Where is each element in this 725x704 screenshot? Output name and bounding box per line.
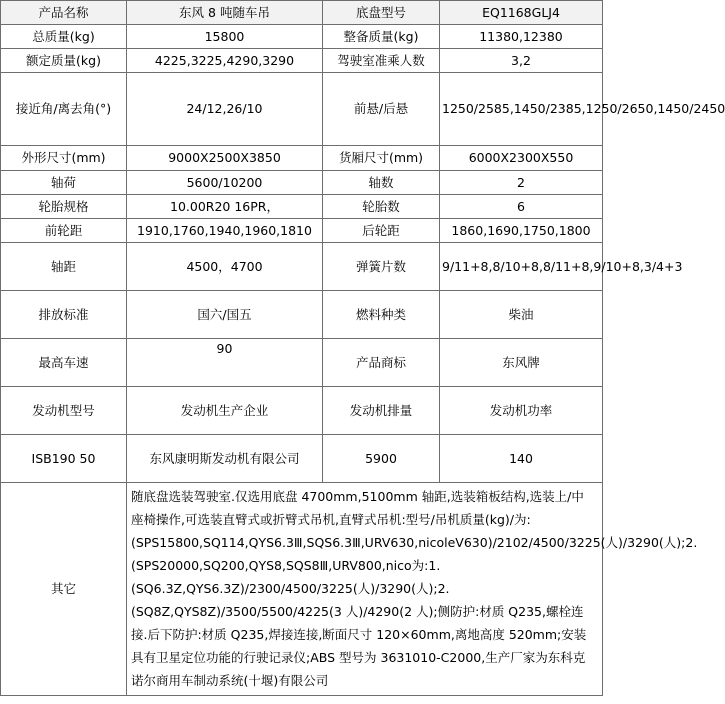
table-row bbox=[1, 1, 603, 25]
table-row bbox=[1, 219, 603, 243]
value-cell: 90 bbox=[127, 339, 323, 387]
table-row-other bbox=[1, 483, 603, 696]
label-cell: 底盘型号 bbox=[323, 1, 440, 25]
label-cell: 发动机生产企业 bbox=[127, 387, 323, 435]
label-cell: 整备质量(kg) bbox=[323, 25, 440, 49]
value-cell: 东风 8 吨随车吊 bbox=[127, 1, 323, 25]
value-cell: 6 bbox=[440, 195, 603, 219]
table-row bbox=[1, 435, 603, 483]
table-row bbox=[1, 171, 603, 195]
value-cell: 3,2 bbox=[440, 49, 603, 73]
table-row bbox=[1, 291, 603, 339]
label-cell: 产品名称 bbox=[1, 1, 127, 25]
label-cell: 排放标准 bbox=[1, 291, 127, 339]
value-cell: 国六/国五 bbox=[127, 291, 323, 339]
table-row bbox=[1, 195, 603, 219]
value-cell: EQ1168GLJ4 bbox=[440, 1, 603, 25]
label-cell: 轴数 bbox=[323, 171, 440, 195]
value-cell: 11380,12380 bbox=[440, 25, 603, 49]
label-cell: 产品商标 bbox=[323, 339, 440, 387]
value-cell: ISB190 50 bbox=[1, 435, 127, 483]
value-cell: 15800 bbox=[127, 25, 323, 49]
label-cell: 驾驶室准乘人数 bbox=[323, 49, 440, 73]
label-cell: 外形尺寸(mm) bbox=[1, 146, 127, 171]
value-cell: 5600/10200 bbox=[127, 171, 323, 195]
value-cell: 140 bbox=[440, 435, 603, 483]
label-cell: 轴荷 bbox=[1, 171, 127, 195]
value-cell: 东风牌 bbox=[440, 339, 603, 387]
table-row bbox=[1, 387, 603, 435]
label-cell: 最高车速 bbox=[1, 339, 127, 387]
label-cell: 轮胎数 bbox=[323, 195, 440, 219]
label-cell: 前轮距 bbox=[1, 219, 127, 243]
other-text: 随底盘选装驾驶室.仅选用底盘 4700mm,5100mm 轴距,选装箱板结构,选装上/中座椅操作,可选装直臂式或折臂式吊机,直臂式吊机:型号/吊机质量(kg)/为:(SPS15800,SQ114,QYS6.3Ⅲ,SQS6.3Ⅲ,URV630,nicoleV630)/2102/4500/3225(人)/3290(人);2.(SPS20000,SQ200,QYS8,SQS8Ⅲ,URV800,nico为:1.(SQ6.3Z,QYS6.3Z)/2300/4500/3225(人)/3290(人);2.(SQ8Z,QYS8Z)/3500/5500/4225(3 人)/4290(2 人);侧防护:材质 Q235,螺栓连接.后下防护:材质 Q235,焊接连接,断面尺寸 120×60mm,离地高度 520mm;安装具有卫星定位功能的行驶记录仪;ABS 型号为 3631010-C2000,生产厂家为东科克诺尔商用车制动系统(十堰)有限公司 bbox=[127, 483, 603, 696]
value-cell: 5900 bbox=[323, 435, 440, 483]
table-row bbox=[1, 73, 603, 146]
label-cell: 后轮距 bbox=[323, 219, 440, 243]
table-row bbox=[1, 339, 603, 387]
table-row bbox=[1, 25, 603, 49]
value-cell: 2 bbox=[440, 171, 603, 195]
value-cell: 东风康明斯发动机有限公司 bbox=[127, 435, 323, 483]
table-row bbox=[1, 49, 603, 73]
label-cell: 轮胎规格 bbox=[1, 195, 127, 219]
label-cell: 发动机排量 bbox=[323, 387, 440, 435]
label-cell: 货厢尺寸(mm) bbox=[323, 146, 440, 171]
value-cell: 1860,1690,1750,1800 bbox=[440, 219, 603, 243]
label-cell: 发动机功率 bbox=[440, 387, 603, 435]
value-cell: 9/11+8,8/10+8,8/11+8,9/10+8,3/4+3 bbox=[440, 243, 603, 291]
table-row bbox=[1, 146, 603, 171]
label-cell: 弹簧片数 bbox=[323, 243, 440, 291]
value-cell: 9000X2500X3850 bbox=[127, 146, 323, 171]
value-cell: 1910,1760,1940,1960,1810 bbox=[127, 219, 323, 243]
label-cell: 接近角/离去角(°) bbox=[1, 73, 127, 146]
other-label: 其它 bbox=[1, 483, 127, 696]
value-cell: 4225,3225,4290,3290 bbox=[127, 49, 323, 73]
table-row bbox=[1, 243, 603, 291]
label-cell: 燃料种类 bbox=[323, 291, 440, 339]
label-cell: 前悬/后悬 bbox=[323, 73, 440, 146]
value-cell: 24/12,26/10 bbox=[127, 73, 323, 146]
label-cell: 轴距 bbox=[1, 243, 127, 291]
label-cell: 总质量(kg) bbox=[1, 25, 127, 49]
value-cell: 柴油 bbox=[440, 291, 603, 339]
label-cell: 额定质量(kg) bbox=[1, 49, 127, 73]
value-cell: 10.00R20 16PR， bbox=[127, 195, 323, 219]
value-cell: 1250/2585,1450/2385,1250/2650,1450/2450 bbox=[440, 73, 603, 146]
value-cell: 6000X2300X550 bbox=[440, 146, 603, 171]
label-cell: 发动机型号 bbox=[1, 387, 127, 435]
value-cell: 4500，4700 bbox=[127, 243, 323, 291]
